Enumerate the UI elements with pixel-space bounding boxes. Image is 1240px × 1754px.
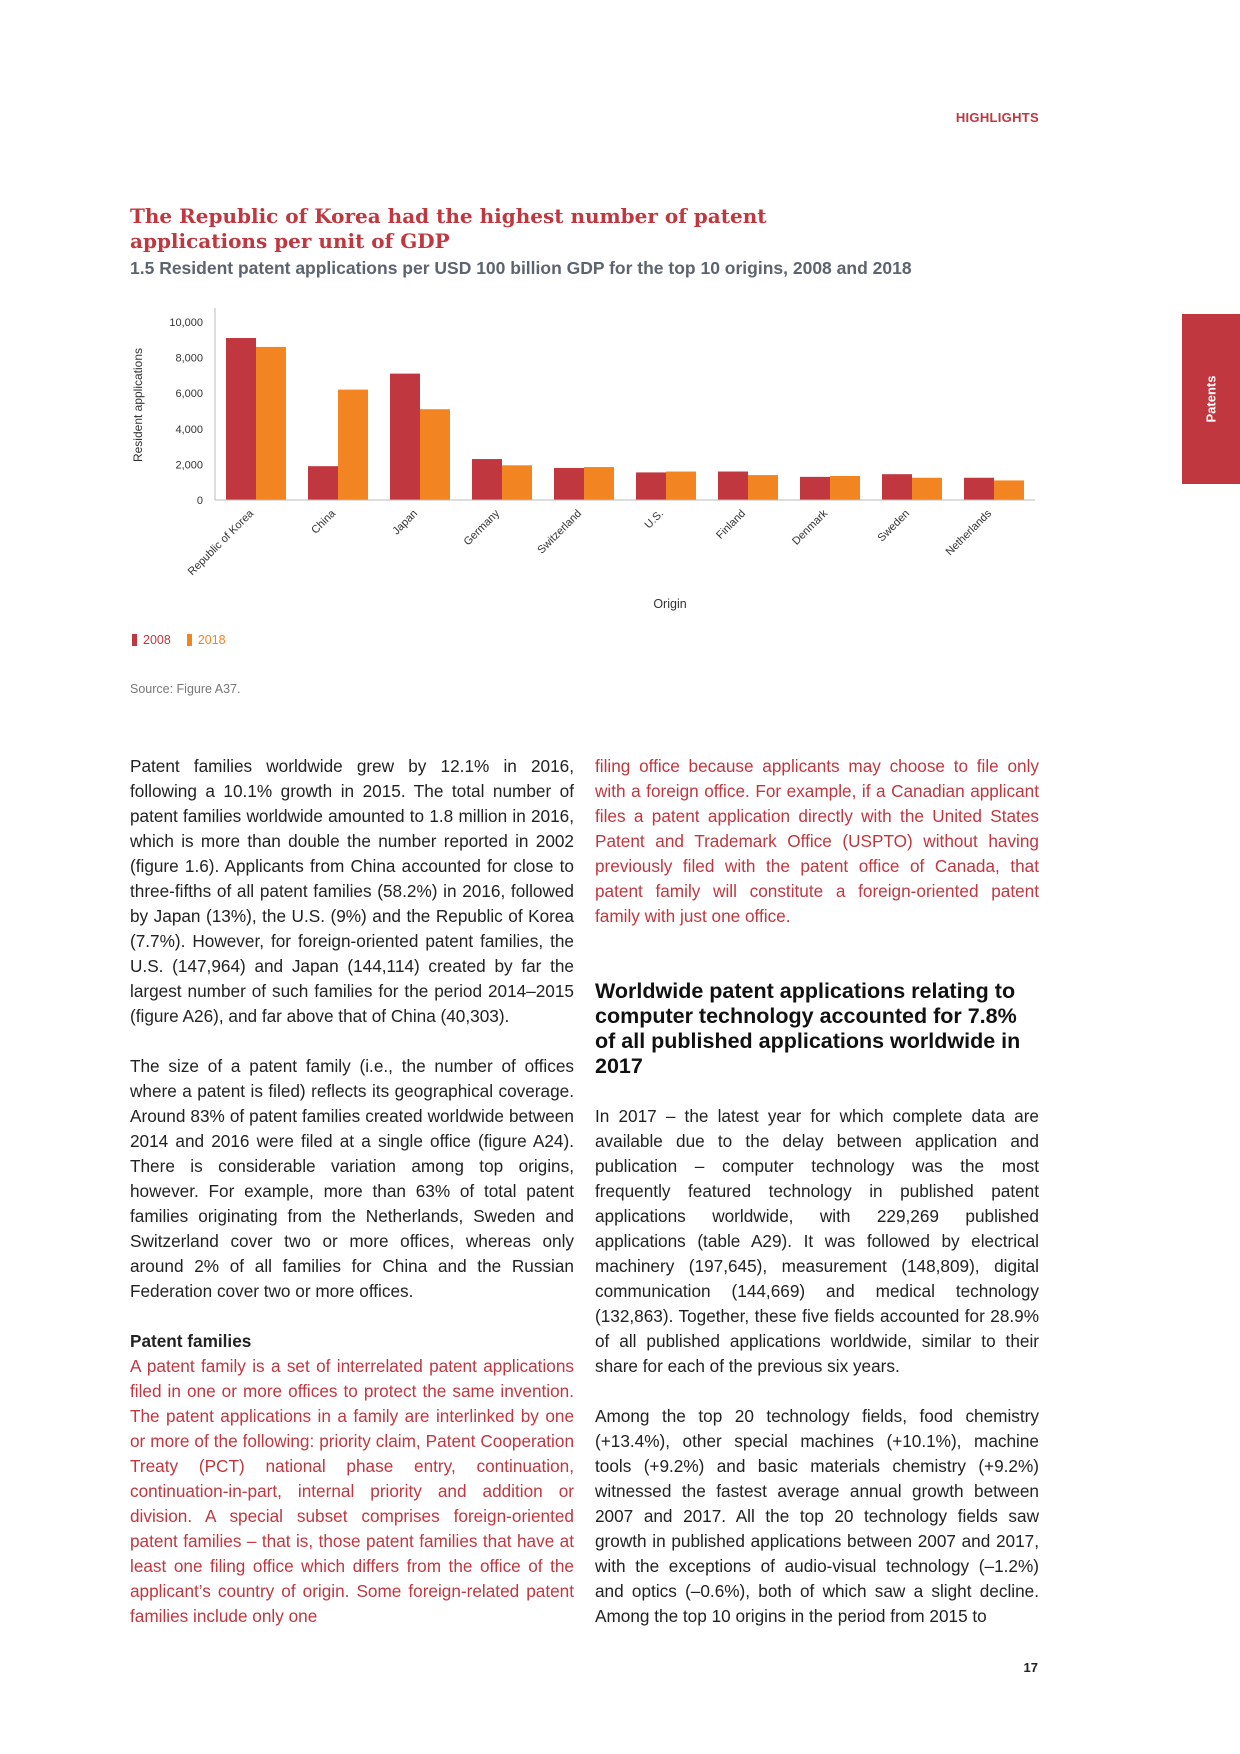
bar-2018 (256, 347, 286, 500)
figure-source: Source: Figure A37. (130, 682, 241, 696)
bar-2018 (502, 465, 532, 500)
bar-2008 (636, 472, 666, 500)
legend-item-2018 (187, 633, 226, 647)
x-tick-label: Switzerland (535, 507, 585, 557)
figure-subtitle: 1.5 Resident patent applications per USD 100 billion GDP for the top 10 origins, 2008 and 2018 (130, 258, 912, 278)
bar-2008 (472, 459, 502, 500)
bar-2008 (882, 474, 912, 500)
bar-2008 (718, 472, 748, 500)
side-tab-label: Patents (1203, 375, 1219, 423)
legend-item-2008 (132, 633, 171, 647)
paragraph: The size of a patent family (i.e., the number of offices where a patent is filed) reflects its geographical coverage. Around 83% of patent families created worldwide between 2014 and 2016 were filed at a single office (figure A24). There is considerable variation among top origins, however. For example, more than 63% of total patent families originating from the Netherlands, Sweden and Switzerland cover two or more offices, whereas only around 2% of all families for China and the Russian Federation cover two or more offices. (130, 1056, 574, 1301)
bar-2018 (912, 478, 942, 500)
y-tick-label: 10,000 (169, 317, 203, 329)
page-number: 17 (1023, 1660, 1038, 1675)
bar-2008 (308, 466, 338, 500)
y-tick-label: 8,000 (175, 352, 203, 365)
paragraph: Among the top 20 technology fields, food chemistry (+13.4%), other special machines (+10.1%), machine tools (+9.2%) and basic materials chemistry (+9.2%) witnessed the fastest average annual growth between 2007 and 2017. All the top 20 technology fields saw growth in published applications between 2007 and 2017, with the exceptions of audio-visual technology (–1.2%) and optics (–0.6%), both of which saw a slight decline. Among the top 10 origins in the period from 2015 to (595, 1406, 1039, 1626)
bar-2008 (226, 338, 256, 500)
section-label: HIGHLIGHTS (955, 110, 1039, 125)
box-title: Patent families (130, 1331, 252, 1351)
x-tick-label: Sweden (875, 507, 913, 545)
legend-label: 2008 (143, 633, 171, 647)
x-tick-label: Finland (714, 507, 749, 542)
bar-chart (120, 300, 1040, 620)
y-tick-label: 2,000 (175, 459, 203, 472)
legend-swatch (132, 634, 137, 646)
x-tick-label: Republic of Korea (185, 507, 257, 578)
x-tick-label: Netherlands (943, 507, 995, 559)
x-tick-label: Germany (461, 507, 503, 549)
paragraph: Patent families worldwide grew by 12.1% in 2016, following a 10.1% growth in 2015. The total number of patent families worldwide amounted to 1.8 million in 2016, which is more than double the number reported in 2002 (figure 1.6). Applicants from China accounted for close to three-fifths of all patent families (58.2%) in 2016, followed by Japan (13%), the U.S. (9%) and the Republic of Korea (7.7%). However, for foreign-oriented patent families, the U.S. (147,964) and Japan (144,114) created by far the largest number of such families for the period 2014–2015 (figure A26), and far above that of China (40,303). (130, 756, 574, 1026)
bar-2018 (338, 390, 368, 500)
bar-2018 (584, 467, 614, 500)
left-column (130, 754, 574, 1629)
right-column (595, 754, 1039, 1629)
legend-label: 2018 (197, 633, 226, 647)
bar-2018 (420, 409, 450, 500)
box-text: A patent family is a set of interrelated patent applications filed in one or more offices to protect the same invention. The patent applications in a family are interlinked by one or more of the following: priority claim, Patent Cooperation Treaty (PCT) national phase entry, continuation, continuation-in-part, internal priority and addition or division. A special subset comprises foreign-oriented patent families – that is, those patent families that have at least one filing office which differs from the office of the applicant’s country of origin. Some foreign-related patent families include only one (130, 1356, 574, 1626)
x-tick-label: Japan (390, 507, 421, 538)
x-tick-label: Denmark (790, 507, 831, 548)
y-tick-label: 4,000 (175, 423, 203, 436)
bar-2018 (994, 480, 1024, 500)
legend-swatch (187, 634, 192, 646)
box-text-continued: filing office because applicants may choose to file only with a foreign office. For example, if a Canadian applicant files a patent application directly with the United States Patent and Trademark Office (USPTO) without having previously filed with the patent office of Canada, that patent family will constitute a foreign-oriented patent family with just one office. (595, 756, 1039, 926)
figure-headline: The Republic of Korea had the highest number of patent applications per unit of GDP (130, 204, 767, 253)
bar-2008 (964, 478, 994, 500)
section-heading: Worldwide patent applications relating to computer technology accounted for 7.8% of all published applications worldwide in 2017 (595, 979, 1021, 1078)
bar-2018 (830, 476, 860, 500)
side-tab-patents[interactable] (1182, 314, 1240, 484)
y-tick-label: 0 (196, 495, 203, 507)
x-tick-label: China (309, 507, 339, 537)
bar-2018 (666, 472, 696, 500)
bar-2018 (748, 475, 778, 500)
paragraph: In 2017 – the latest year for which complete data are available due to the delay between application and publication – computer technology was the most frequently featured technology in published patent applications worldwide, with 229,269 published applications (table A29). It was followed by electrical machinery (197,645), measurement (148,809), digital communication (144,669) and medical technology (132,863). Together, these five fields accounted for 28.9% of all published applications worldwide, similar to their share for each of the previous six years. (595, 1106, 1039, 1376)
bar-2008 (390, 374, 420, 500)
bar-2008 (800, 477, 830, 500)
x-axis-title: Origin (653, 597, 687, 611)
chart-legend (132, 633, 226, 647)
x-tick-label: U.S. (642, 507, 667, 532)
y-tick-label: 6,000 (175, 388, 203, 401)
y-axis-title: Resident applications (131, 347, 145, 463)
bar-2008 (554, 468, 584, 500)
